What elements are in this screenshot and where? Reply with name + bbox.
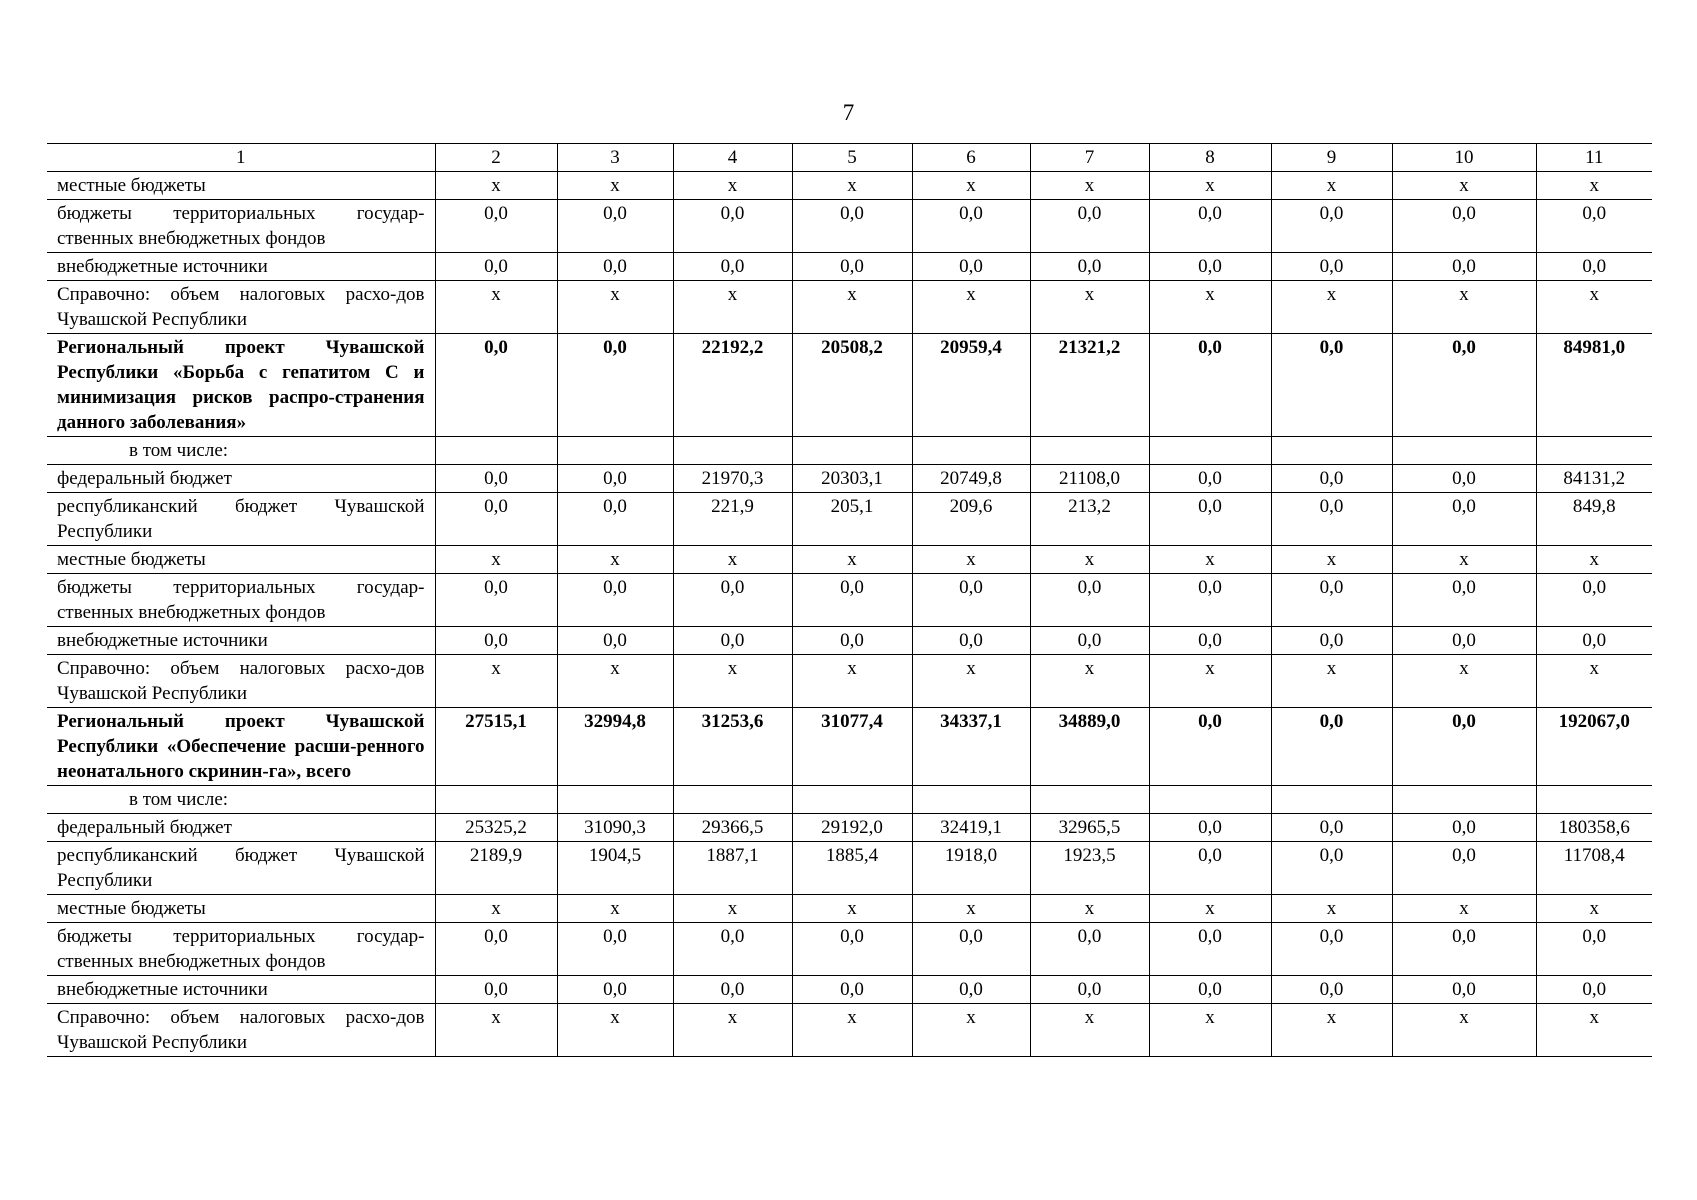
table-cell [1536, 437, 1652, 465]
table-cell [912, 437, 1030, 465]
table-cell: х [435, 1004, 557, 1057]
table-cell [1536, 786, 1652, 814]
page-number: 7 [842, 100, 855, 125]
table-cell: 0,0 [1392, 493, 1536, 546]
table-cell: 32419,1 [912, 814, 1030, 842]
table-cell: х [557, 1004, 673, 1057]
table-cell: 34889,0 [1030, 708, 1149, 786]
table-cell: 0,0 [1149, 574, 1271, 627]
table-cell: х [557, 655, 673, 708]
table-cell: 1918,0 [912, 842, 1030, 895]
table-cell: х [1030, 895, 1149, 923]
table-cell: 0,0 [435, 574, 557, 627]
table-cell: 21108,0 [1030, 465, 1149, 493]
table-cell: 0,0 [1271, 493, 1392, 546]
column-header: 4 [673, 144, 792, 172]
table-cell: х [1149, 895, 1271, 923]
table-cell: 0,0 [557, 923, 673, 976]
table-cell: 192067,0 [1536, 708, 1652, 786]
table-row [47, 655, 1652, 708]
row-label: Справочно: объем налоговых расхо-дов Чувашской Республики [47, 655, 435, 708]
table-cell: 0,0 [673, 200, 792, 253]
table-cell: 0,0 [557, 627, 673, 655]
table-cell: х [673, 1004, 792, 1057]
row-label: в том числе: [47, 437, 435, 465]
table-cell: 0,0 [1030, 574, 1149, 627]
table-cell: х [912, 895, 1030, 923]
table-cell: 0,0 [1030, 976, 1149, 1004]
table-row [47, 923, 1652, 976]
table-cell: 31253,6 [673, 708, 792, 786]
table-cell: 0,0 [435, 493, 557, 546]
table-cell: х [1271, 655, 1392, 708]
row-label: внебюджетные источники [47, 976, 435, 1004]
table-cell: х [557, 546, 673, 574]
table-row [47, 574, 1652, 627]
table-cell: 0,0 [792, 976, 912, 1004]
table-cell: х [1271, 895, 1392, 923]
table-cell: 0,0 [1392, 976, 1536, 1004]
table-cell: 21321,2 [1030, 334, 1149, 437]
table-cell: х [1536, 1004, 1652, 1057]
table-cell: 34337,1 [912, 708, 1030, 786]
row-label: бюджеты территориальных государ-ственных внебюджетных фондов [47, 200, 435, 253]
table-cell: 0,0 [1536, 627, 1652, 655]
column-header: 6 [912, 144, 1030, 172]
table-cell: 0,0 [1149, 708, 1271, 786]
table-cell [557, 786, 673, 814]
budget-table [47, 143, 1652, 1057]
table-cell: 0,0 [1536, 976, 1652, 1004]
table-cell: 0,0 [1392, 814, 1536, 842]
table-cell: х [557, 172, 673, 200]
column-header: 9 [1271, 144, 1392, 172]
table-cell: 0,0 [1149, 334, 1271, 437]
table-cell: 0,0 [912, 200, 1030, 253]
table-cell: 849,8 [1536, 493, 1652, 546]
table-cell: 0,0 [1271, 976, 1392, 1004]
table-cell: 1923,5 [1030, 842, 1149, 895]
table-row [47, 814, 1652, 842]
table-row [47, 786, 1652, 814]
row-label: Справочно: объем налоговых расхо-дов Чувашской Республики [47, 281, 435, 334]
table-cell: 0,0 [1030, 627, 1149, 655]
table-cell: 0,0 [1149, 814, 1271, 842]
table-cell: х [792, 281, 912, 334]
table-cell: 0,0 [557, 493, 673, 546]
table-cell [557, 437, 673, 465]
column-header: 5 [792, 144, 912, 172]
table-cell: 84981,0 [1536, 334, 1652, 437]
table-cell: х [1271, 172, 1392, 200]
table-cell: 0,0 [912, 976, 1030, 1004]
table-cell: 180358,6 [1536, 814, 1652, 842]
table-cell: 1885,4 [792, 842, 912, 895]
table-cell: х [792, 655, 912, 708]
table-cell: 0,0 [673, 627, 792, 655]
table-cell: 0,0 [1392, 574, 1536, 627]
table-cell: х [1030, 172, 1149, 200]
table-cell: 22192,2 [673, 334, 792, 437]
table-cell: х [1536, 172, 1652, 200]
table-cell: х [1271, 1004, 1392, 1057]
table-cell: 0,0 [435, 465, 557, 493]
table-cell: 0,0 [435, 976, 557, 1004]
table-cell: 0,0 [1536, 253, 1652, 281]
table-cell [1271, 786, 1392, 814]
table-cell [1392, 437, 1536, 465]
table-cell: 32965,5 [1030, 814, 1149, 842]
table-cell: 0,0 [1149, 842, 1271, 895]
table-cell: 0,0 [435, 200, 557, 253]
table-cell: 0,0 [1392, 627, 1536, 655]
table-cell [1030, 786, 1149, 814]
column-header: 10 [1392, 144, 1536, 172]
table-cell: 0,0 [1536, 200, 1652, 253]
table-cell: 0,0 [1271, 708, 1392, 786]
table-cell: 0,0 [1392, 842, 1536, 895]
table-cell: 0,0 [1149, 923, 1271, 976]
table-cell: х [1030, 655, 1149, 708]
table-cell: 0,0 [1149, 200, 1271, 253]
table-cell [1392, 786, 1536, 814]
table-cell: х [1536, 895, 1652, 923]
table-cell [792, 786, 912, 814]
column-header: 1 [47, 144, 435, 172]
table-cell: х [1271, 546, 1392, 574]
table-cell: 0,0 [1271, 253, 1392, 281]
table-cell: 0,0 [912, 253, 1030, 281]
table-cell: 0,0 [1149, 493, 1271, 546]
table-cell: х [1392, 655, 1536, 708]
table-cell [673, 786, 792, 814]
table-cell: 0,0 [1030, 253, 1149, 281]
table-cell: х [1030, 546, 1149, 574]
table-cell: 0,0 [557, 976, 673, 1004]
table-cell: х [435, 281, 557, 334]
table-cell: 84131,2 [1536, 465, 1652, 493]
table-cell: 0,0 [1392, 708, 1536, 786]
row-label: местные бюджеты [47, 895, 435, 923]
table-cell: х [673, 546, 792, 574]
table-row [47, 546, 1652, 574]
table-cell: 2189,9 [435, 842, 557, 895]
row-label: Региональный проект Чувашской Республики «Борьба с гепатитом С и минимизация рисков распро-странения данного заболевания» [47, 334, 435, 437]
table-cell: 0,0 [673, 976, 792, 1004]
table-cell: 20508,2 [792, 334, 912, 437]
table-cell: х [673, 172, 792, 200]
table-cell [792, 437, 912, 465]
table-cell: 29192,0 [792, 814, 912, 842]
table-cell: 0,0 [1392, 253, 1536, 281]
column-header: 8 [1149, 144, 1271, 172]
table-cell: х [792, 172, 912, 200]
table-cell: 0,0 [557, 334, 673, 437]
table-cell: 0,0 [1271, 842, 1392, 895]
table-cell: 0,0 [673, 923, 792, 976]
table-row [47, 842, 1652, 895]
table-cell: 0,0 [1030, 923, 1149, 976]
table-cell [912, 786, 1030, 814]
table-cell: х [1149, 546, 1271, 574]
table-cell: 0,0 [912, 923, 1030, 976]
table-cell: 21970,3 [673, 465, 792, 493]
table-body [47, 144, 1652, 1057]
table-cell: 31090,3 [557, 814, 673, 842]
table-cell: х [1536, 546, 1652, 574]
table-cell: 0,0 [557, 200, 673, 253]
table-row [47, 334, 1652, 437]
table-cell: х [673, 895, 792, 923]
table-cell: х [792, 1004, 912, 1057]
table-cell: 31077,4 [792, 708, 912, 786]
table-cell: 27515,1 [435, 708, 557, 786]
table-cell: х [1149, 655, 1271, 708]
table-cell: 0,0 [1271, 814, 1392, 842]
table-cell: 0,0 [435, 334, 557, 437]
table-cell: 0,0 [1392, 200, 1536, 253]
table-cell: 0,0 [1149, 253, 1271, 281]
table-cell: х [1392, 172, 1536, 200]
table-cell: 0,0 [1536, 574, 1652, 627]
row-label: бюджеты территориальных государ-ственных внебюджетных фондов [47, 574, 435, 627]
row-label: федеральный бюджет [47, 465, 435, 493]
table-cell: х [1030, 281, 1149, 334]
row-label: в том числе: [47, 786, 435, 814]
table-cell: х [1392, 1004, 1536, 1057]
table-cell: х [1392, 546, 1536, 574]
row-label: внебюджетные источники [47, 253, 435, 281]
table-cell: 0,0 [1030, 200, 1149, 253]
table-cell: 0,0 [1536, 923, 1652, 976]
table-cell: х [673, 655, 792, 708]
table-row [47, 253, 1652, 281]
table-cell: 205,1 [792, 493, 912, 546]
table-cell: 0,0 [792, 627, 912, 655]
table-cell [1149, 437, 1271, 465]
table-cell: 0,0 [792, 200, 912, 253]
table-cell: 0,0 [1392, 923, 1536, 976]
table-cell: х [1149, 1004, 1271, 1057]
table-cell: х [1149, 172, 1271, 200]
header-row [47, 144, 1652, 172]
table-row [47, 1004, 1652, 1057]
table-cell: х [673, 281, 792, 334]
table-cell: 209,6 [912, 493, 1030, 546]
row-label: местные бюджеты [47, 172, 435, 200]
table-cell: х [1149, 281, 1271, 334]
table-cell: 1887,1 [673, 842, 792, 895]
table-cell: 0,0 [792, 923, 912, 976]
column-header: 11 [1536, 144, 1652, 172]
table-cell: 0,0 [912, 574, 1030, 627]
table-cell: 0,0 [1392, 465, 1536, 493]
table-cell: 213,2 [1030, 493, 1149, 546]
table-cell: 221,9 [673, 493, 792, 546]
table-cell: 0,0 [435, 253, 557, 281]
table-cell: х [557, 281, 673, 334]
table-cell: х [792, 546, 912, 574]
table-cell: 0,0 [912, 627, 1030, 655]
table-cell: 32994,8 [557, 708, 673, 786]
table-cell: 0,0 [435, 627, 557, 655]
table-cell: 0,0 [792, 574, 912, 627]
table-cell: 0,0 [1149, 976, 1271, 1004]
table-cell: х [1392, 281, 1536, 334]
table-cell: 20959,4 [912, 334, 1030, 437]
table-cell: 11708,4 [1536, 842, 1652, 895]
row-label: республиканский бюджет Чувашской Республики [47, 493, 435, 546]
table-cell: 20749,8 [912, 465, 1030, 493]
row-label: Региональный проект Чувашской Республики «Обеспечение расши-ренного неонатального скринин-га», всего [47, 708, 435, 786]
table-cell: 1904,5 [557, 842, 673, 895]
table-cell: 0,0 [1271, 627, 1392, 655]
table-cell: х [557, 895, 673, 923]
table-cell: 29366,5 [673, 814, 792, 842]
table-cell: 0,0 [673, 574, 792, 627]
table-cell: х [1536, 655, 1652, 708]
table-row [47, 281, 1652, 334]
table-row [47, 437, 1652, 465]
table-cell: х [1030, 1004, 1149, 1057]
column-header: 7 [1030, 144, 1149, 172]
row-label: местные бюджеты [47, 546, 435, 574]
table-cell [435, 786, 557, 814]
table-cell: 0,0 [1149, 627, 1271, 655]
table-cell: 0,0 [673, 253, 792, 281]
table-row [47, 465, 1652, 493]
table-cell: 0,0 [1271, 334, 1392, 437]
table-cell: х [1536, 281, 1652, 334]
table-row [47, 627, 1652, 655]
table-cell: 20303,1 [792, 465, 912, 493]
table-cell: х [435, 895, 557, 923]
table-cell: 0,0 [1149, 465, 1271, 493]
table-row [47, 976, 1652, 1004]
table-cell: 0,0 [435, 923, 557, 976]
table-row [47, 708, 1652, 786]
table-cell [1149, 786, 1271, 814]
row-label: бюджеты территориальных государ-ственных внебюджетных фондов [47, 923, 435, 976]
table-cell: х [912, 655, 1030, 708]
column-header: 3 [557, 144, 673, 172]
table-cell: 0,0 [557, 465, 673, 493]
row-label: внебюджетные источники [47, 627, 435, 655]
table-cell: 0,0 [1271, 465, 1392, 493]
table-row [47, 200, 1652, 253]
table-cell [673, 437, 792, 465]
table-row [47, 493, 1652, 546]
table-cell: х [912, 1004, 1030, 1057]
row-label: федеральный бюджет [47, 814, 435, 842]
table-row [47, 172, 1652, 200]
table-cell: х [435, 655, 557, 708]
column-header: 2 [435, 144, 557, 172]
table-cell: 0,0 [792, 253, 912, 281]
table-cell: х [1271, 281, 1392, 334]
table-cell: х [912, 281, 1030, 334]
table-cell [1030, 437, 1149, 465]
table-cell [1271, 437, 1392, 465]
table-cell: х [435, 172, 557, 200]
table-cell [435, 437, 557, 465]
row-label: республиканский бюджет Чувашской Республики [47, 842, 435, 895]
table-cell: х [1392, 895, 1536, 923]
table-cell: х [912, 546, 1030, 574]
row-label: Справочно: объем налоговых расхо-дов Чувашской Республики [47, 1004, 435, 1057]
table-row [47, 895, 1652, 923]
table-cell: 0,0 [1271, 923, 1392, 976]
table-cell: 0,0 [1271, 574, 1392, 627]
table-cell: х [435, 546, 557, 574]
table-cell: х [912, 172, 1030, 200]
table-cell: 25325,2 [435, 814, 557, 842]
table-cell: 0,0 [557, 574, 673, 627]
table-cell: 0,0 [1392, 334, 1536, 437]
table-cell: 0,0 [1271, 200, 1392, 253]
table-cell: х [792, 895, 912, 923]
table-cell: 0,0 [557, 253, 673, 281]
